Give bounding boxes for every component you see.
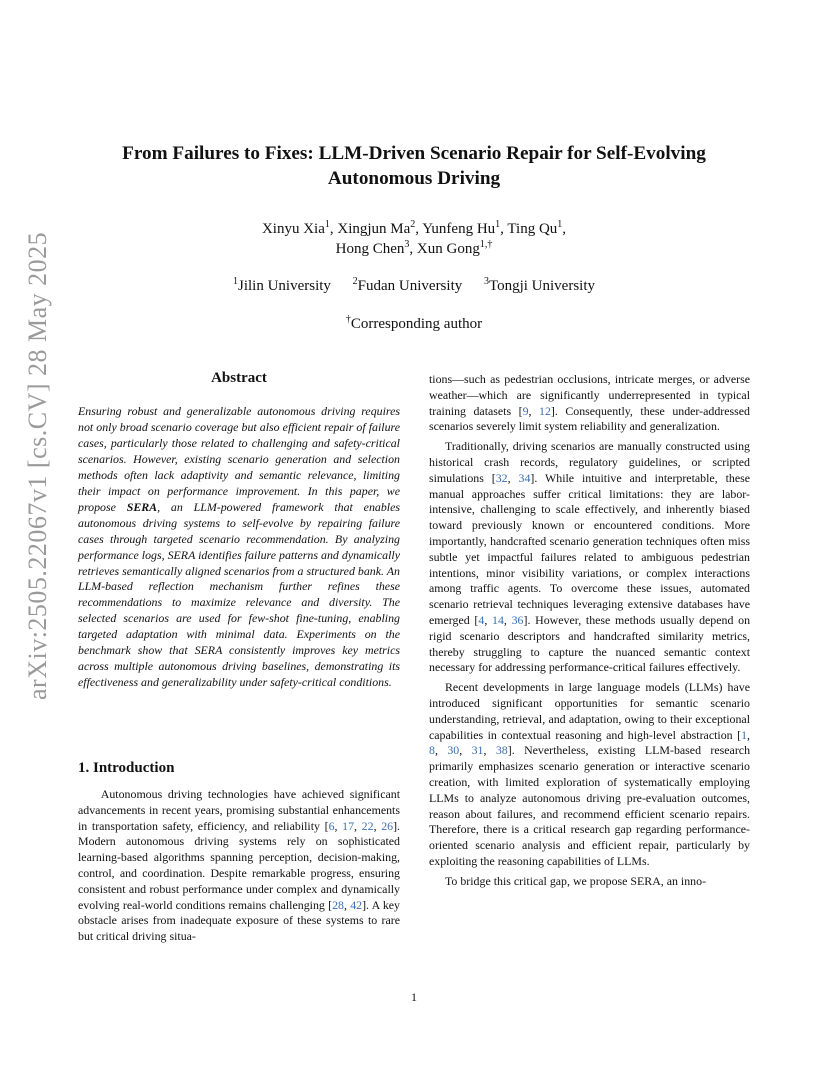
citation-link[interactable]: 38 [495, 743, 508, 758]
author-name: Ting Qu [507, 221, 558, 237]
author-list: Xinyu Xia$^1$, Xingjun Ma$^2$, Yunfeng Hu$^1$, Ting Qu$^1$, Hong Chen$^3$, Xun Gong$^{1,\dagger}$ [261, 219, 567, 257]
citation-link[interactable]: 4 [478, 612, 485, 627]
citation-link[interactable]: 1 [741, 727, 748, 742]
author-name: Xingjun Ma [337, 221, 411, 237]
citation-link[interactable]: 9 [522, 403, 529, 418]
citation-link[interactable]: 34 [518, 470, 531, 485]
body-paragraph: Recent developments in large language models (LLMs) have introduced significant opportunities for semantic scenario understanding, retrieval, and adaptation, owing to their exceptional capabilities in contextual reasoning and high-level abstraction [1, 8, 30, 31, 38]. Nevertheless, existing LLM-based research primarily emphasizes scenario generation or interactive scenario creation, with limited exploration of systematically employing LLMs to analyze autonomous driving pre-evaluation outcomes, reason about failures, and recommend efficient scenario repairs. Therefore, there is a critical research gap regarding performance-oriented scenario analysis and efficient repair, particularly by exploiting the reasoning capabilities of LLMs. [429, 680, 751, 868]
author-affil-mark: 1,† [479, 239, 493, 250]
affiliation: $^2$Fudan University [352, 276, 463, 294]
author-name: Xun Gong [416, 241, 480, 257]
section-heading: 1. Introduction [78, 760, 175, 776]
body-paragraph: To bridge this critical gap, we propose SERA, an inno- [445, 873, 707, 888]
author-affil-mark: 1 [557, 219, 563, 230]
intro-paragraph: Autonomous driving technologies have achieved significant advancements in recent years, promising substantial enhancements in transportation safety, efficiency, and reliability [6, 17, 22, 26]. Modern autonomous driving systems rely on sophisticated learning-based algorithms spanning perception, decision-making, control, and coordination. Despite remarkable progress, ensuring consistent and robust performance under complex and dynamically evolving real-world conditions remains challenging [28, 42]. A key obstacle arises from inadequate exposure of these systems to rare but critical driving situa- [78, 787, 401, 944]
affiliations [180, 276, 648, 296]
citation-link[interactable]: 17 [342, 818, 355, 833]
method-name: SERA [126, 499, 158, 514]
body-paragraph: Traditionally, driving scenarios are manually constructed using historical crash records, regulatory guidelines, or scripted simulations [32, 34]. While intuitive and interpretable, these manual approaches suffer critical limitations: they are labor-intensive, challenging to scale effectively, and inherently biased toward previously known or encountered conditions. More importantly, handcrafted scenario generation techniques often miss subtle yet impactful failures related to ambiguous pedestrian intentions, minor visibility variations, or complex interactions among traffic agents. To overcome these issues, automated scenario retrieval techniques leveraging extensive databases have emerged [4, 14, 36]. However, these methods usually depend on rigid scenario descriptors and handcrafted similarity metrics, thereby struggling to capture the nuanced semantic context necessary for addressing performance-critical failures effectively. [429, 439, 751, 675]
page-number: 1 [411, 990, 417, 1004]
affiliation: $^1$Jilin University [232, 276, 331, 294]
arxiv-watermark: arXiv:2505.22067v1 [cs.CV] 28 May 2025 [23, 231, 52, 700]
author-name: Xinyu Xia [261, 221, 325, 237]
abstract-body: Ensuring robust and generalizable autonomous driving requires not only broad scenario coverage but also efficient repair of failure cases, particularly those related to challenging and safety-critical scenarios. However, existing scenario generation and selection methods often lack adaptivity and semantic relevance, limiting their impact on performance improvement. In this paper, we propose SERA, an LLM-powered framework that enables autonomous driving systems to self-evolve by repairing failure cases through targeted scenario recommendation. By analyzing performance logs, SERA identifies failure patterns and dynamically retrieves semantically aligned scenarios from a structured bank. An LLM-based reflection mechanism further refines these recommendations to maximize relevance and diversity. The selected scenarios are used for few-shot fine-tuning, enabling targeted adaptation with minimal data. Experiments on the benchmark show that SERA consistently improves key metrics across multiple autonomous driving baselines, demonstrating its effectiveness and generalizability under safety-critical conditions. [78, 404, 400, 690]
author-name: Hong Chen [335, 241, 405, 257]
author-affil-mark: 2 [410, 219, 416, 230]
citation-link[interactable]: 31 [471, 743, 484, 758]
corresponding-author-note: †Corresponding author [345, 314, 483, 332]
citation-link[interactable]: 12 [539, 403, 551, 418]
author-affil-mark: 3 [404, 239, 410, 250]
citation-link[interactable]: 42 [350, 897, 363, 912]
citation-link[interactable]: 14 [492, 612, 504, 627]
citation-link[interactable]: 30 [447, 743, 460, 758]
affiliation: $^3$Tongji University [483, 276, 596, 294]
abstract-heading: Abstract [211, 370, 267, 386]
author-affil-mark: 1 [324, 219, 330, 230]
citation-link[interactable]: 6 [328, 818, 335, 833]
body-paragraph: tions—such as pedestrian occlusions, intricate merges, or adverse weather—which are significantly underrepresented in typical training datasets [9, 12]. Consequently, these under-addressed scenarios severely limit system reliability and generalization. [429, 372, 750, 434]
author-affil-mark: 1 [495, 219, 501, 230]
citation-link[interactable]: 32 [495, 470, 508, 485]
paper-title: From Failures to Fixes: LLM-Driven Scenario Repair for Self-Evolving Autonomous Driving [122, 143, 706, 189]
citation-link[interactable]: 26 [381, 818, 394, 833]
right-column [429, 372, 750, 894]
citation-link[interactable]: 22 [361, 818, 374, 833]
citation-link[interactable]: 8 [429, 743, 435, 758]
citation-link[interactable]: 36 [511, 612, 524, 627]
author-name: Yunfeng Hu [422, 221, 496, 237]
citation-link[interactable]: 28 [332, 897, 344, 912]
